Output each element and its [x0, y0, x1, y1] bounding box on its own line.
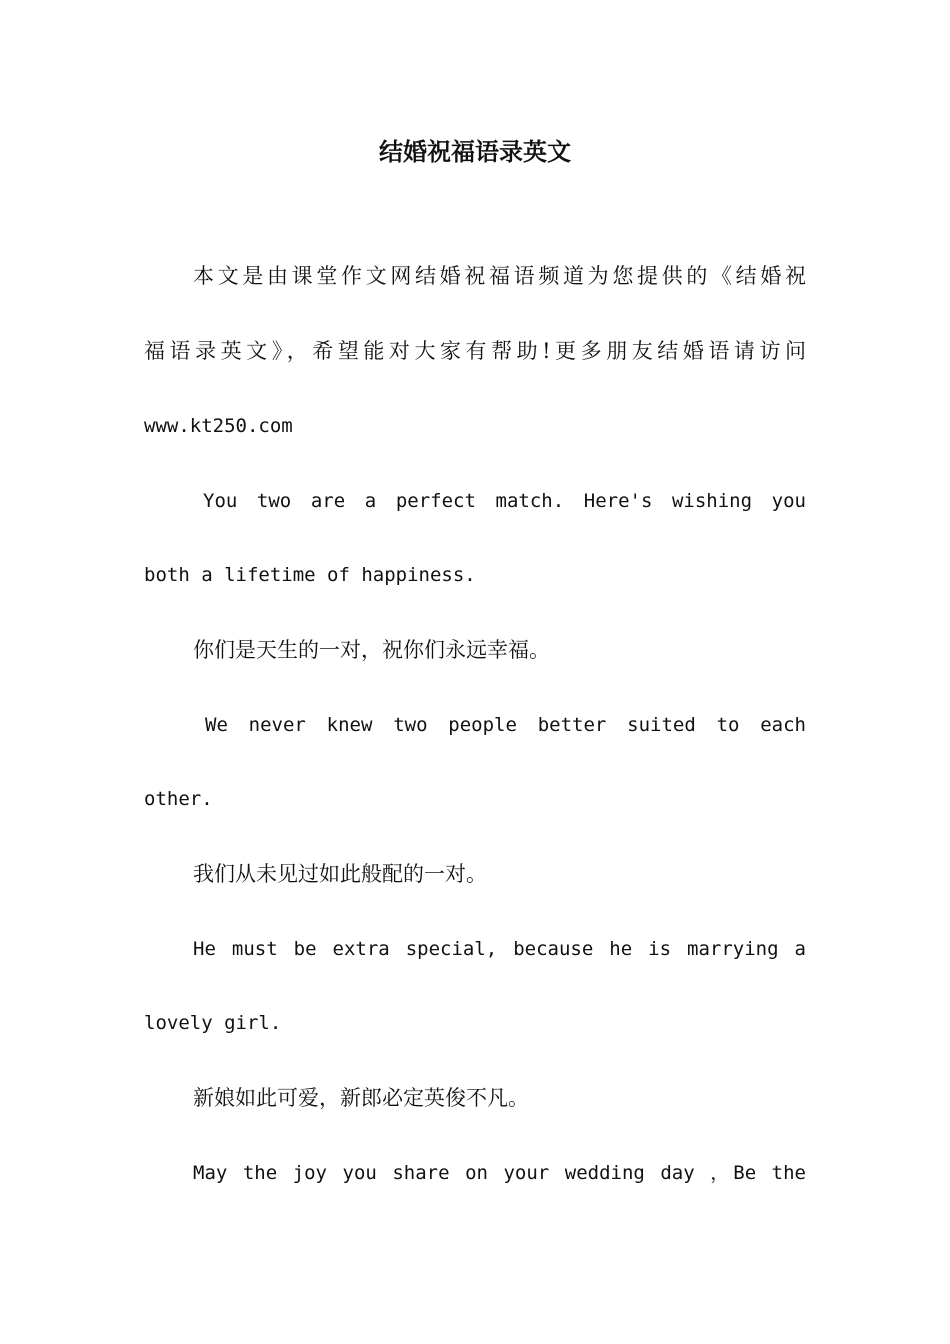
paragraph-2-english-line-2: other. — [144, 788, 213, 810]
paragraph-1-english-line-1: You two are a perfect match. Here's wishing you — [203, 490, 806, 512]
paragraph-1-english-line-2: both a lifetime of happiness. — [144, 564, 476, 586]
paragraph-3-english-line-1: He must be extra special, because he is marrying a — [193, 938, 806, 960]
paragraph-3-english-line-2: lovely girl. — [144, 1012, 282, 1034]
intro-line-2: 福语录英文》，希望能对大家有帮助!更多朋友结婚语请访问 — [144, 339, 806, 363]
paragraph-4-english-line-1: May the joy you share on your wedding day ，Be the — [193, 1162, 806, 1184]
intro-line-3: www.kt250.com — [144, 415, 293, 437]
paragraph-3-chinese: 新娘如此可爱，新郎必定英俊不凡。 — [193, 1086, 529, 1110]
intro-line-1: 本文是由课堂作文网结婚祝福语频道为您提供的《结婚祝 — [193, 264, 806, 288]
document-title: 结婚祝福语录英文 — [379, 137, 571, 166]
paragraph-2-english-line-1: We never knew two people better suited to each — [205, 714, 806, 736]
paragraph-1-chinese: 你们是天生的一对，祝你们永远幸福。 — [193, 638, 550, 662]
paragraph-2-chinese: 我们从未见过如此般配的一对。 — [193, 862, 487, 886]
